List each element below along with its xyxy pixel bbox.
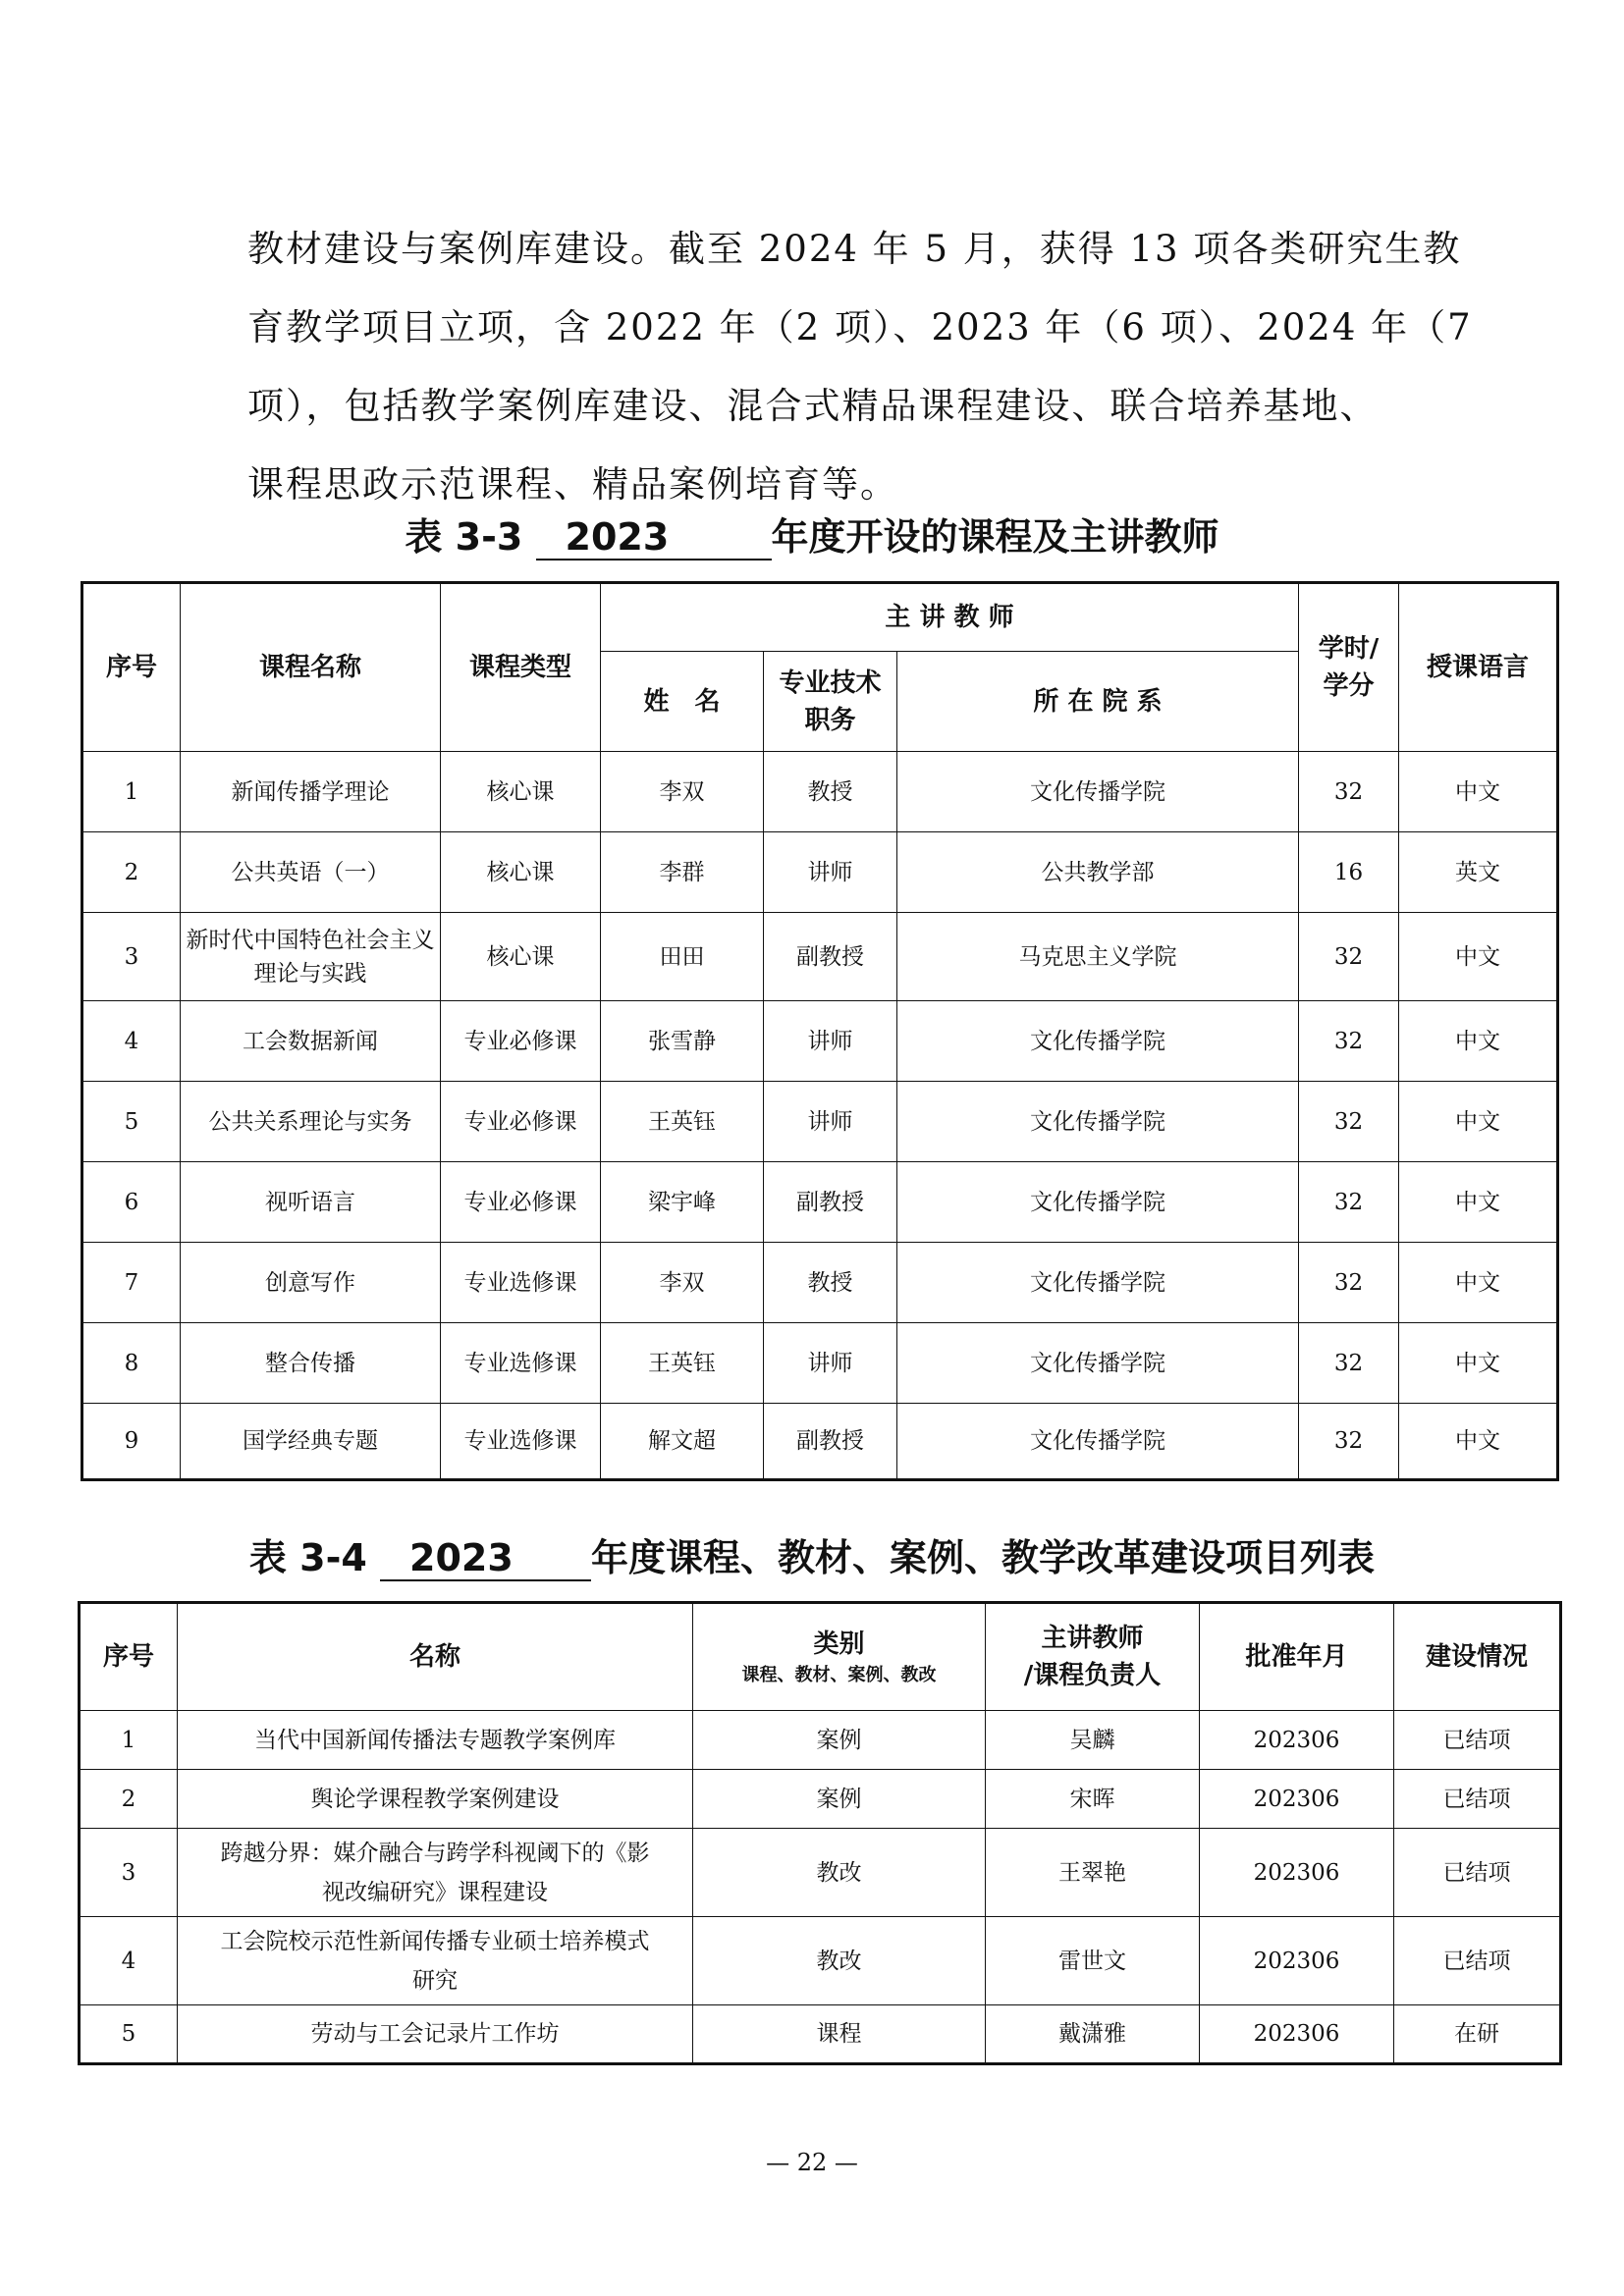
table1-caption-suffix: 年度开设的课程及主讲教师 — [771, 515, 1219, 559]
projects-table — [78, 1601, 1562, 2065]
table-row — [82, 913, 1558, 1001]
title-line2: 职务 — [804, 705, 856, 735]
table-row — [82, 832, 1558, 913]
col-header-language: 授课语言 — [1399, 583, 1558, 752]
table-cell: 副教授 — [764, 1404, 897, 1480]
table-cell: 王英钰 — [601, 1082, 764, 1162]
table-cell: 202306 — [1200, 1829, 1394, 1917]
table-cell: 32 — [1299, 1404, 1399, 1480]
table-cell: 2 — [82, 832, 181, 913]
col-header-hours — [1299, 583, 1399, 752]
col-header-teacher — [986, 1603, 1200, 1711]
table-cell: 张雪静 — [601, 1001, 764, 1082]
table-cell: 课程 — [693, 2005, 986, 2064]
table-cell: 3 — [82, 913, 181, 1001]
table-cell: 中文 — [1399, 1404, 1558, 1480]
table-cell: 教改 — [693, 1917, 986, 2005]
table-row — [82, 1404, 1558, 1480]
table-cell: 文化传播学院 — [897, 1404, 1299, 1480]
table-cell: 专业必修课 — [441, 1082, 601, 1162]
title-line1: 专业技术 — [779, 667, 882, 698]
table-cell: 在研 — [1394, 2005, 1561, 2064]
table-row — [80, 1711, 1561, 1770]
table-cell: 202306 — [1200, 1770, 1394, 1829]
table-cell: 核心课 — [441, 832, 601, 913]
table-cell: 工会院校示范性新闻传播专业硕士培养模式研究 — [178, 1917, 693, 2005]
table-cell: 案例 — [693, 1770, 986, 1829]
table-cell: 32 — [1299, 752, 1399, 832]
table-cell: 已结项 — [1394, 1917, 1561, 2005]
table-cell: 教改 — [693, 1829, 986, 1917]
table-cell: 16 — [1299, 832, 1399, 913]
table1-caption — [0, 507, 1624, 561]
paragraph-line: 育教学项目立项，含 2022 年（2 项）、2023 年（6 项）、2024 年（7 — [247, 306, 1473, 348]
hours-line1: 学时/ — [1318, 634, 1380, 664]
table2-caption-prefix: 表 3-4 — [248, 1536, 367, 1579]
table-cell: 32 — [1299, 1243, 1399, 1323]
col-header-title — [764, 652, 897, 752]
table-cell: 文化传播学院 — [897, 752, 1299, 832]
col-header-category — [693, 1603, 986, 1711]
teacher-line2: /课程负责人 — [1023, 1661, 1162, 1690]
table-cell: 宋晖 — [986, 1770, 1200, 1829]
col-header-seq: 序号 — [82, 583, 181, 752]
table-cell: 32 — [1299, 1082, 1399, 1162]
table-cell: 国学经典专题 — [181, 1404, 441, 1480]
table-cell: 讲师 — [764, 1001, 897, 1082]
table-cell: 专业选修课 — [441, 1404, 601, 1480]
table2-caption-year: 2023 — [380, 1538, 591, 1581]
table-row — [80, 1770, 1561, 1829]
table-cell: 创意写作 — [181, 1243, 441, 1323]
table-cell: 专业必修课 — [441, 1162, 601, 1243]
table-cell: 核心课 — [441, 913, 601, 1001]
table-row — [80, 2005, 1561, 2064]
table-cell: 英文 — [1399, 832, 1558, 913]
table-cell: 文化传播学院 — [897, 1082, 1299, 1162]
table-cell: 新时代中国特色社会主义理论与实践 — [181, 913, 441, 1001]
table-cell: 马克思主义学院 — [897, 913, 1299, 1001]
table-cell: 文化传播学院 — [897, 1001, 1299, 1082]
col-header-teacher-name: 姓 名 — [601, 652, 764, 752]
col-header-seq: 序号 — [80, 1603, 178, 1711]
table-cell: 当代中国新闻传播法专题教学案例库 — [178, 1711, 693, 1770]
table-cell: 4 — [80, 1917, 178, 2005]
table-cell: 讲师 — [764, 832, 897, 913]
table-cell: 1 — [82, 752, 181, 832]
category-sub: 课程、教材、案例、教改 — [741, 1665, 937, 1685]
table-cell: 工会数据新闻 — [181, 1001, 441, 1082]
table-cell: 公共关系理论与实务 — [181, 1082, 441, 1162]
table-cell: 副教授 — [764, 1162, 897, 1243]
table-cell: 中文 — [1399, 1162, 1558, 1243]
hours-line2: 学分 — [1323, 671, 1375, 701]
table-cell: 案例 — [693, 1711, 986, 1770]
table-cell: 中文 — [1399, 1323, 1558, 1404]
table-cell: 202306 — [1200, 2005, 1394, 2064]
table-cell: 3 — [80, 1829, 178, 1917]
table-cell: 已结项 — [1394, 1770, 1561, 1829]
table-cell: 李双 — [601, 1243, 764, 1323]
table2-caption — [0, 1527, 1624, 1581]
col-header-approved: 批准年月 — [1200, 1603, 1394, 1711]
table-row — [82, 1243, 1558, 1323]
table-cell: 32 — [1299, 913, 1399, 1001]
table-cell: 文化传播学院 — [897, 1162, 1299, 1243]
table-cell: 教授 — [764, 752, 897, 832]
table-row — [82, 1162, 1558, 1243]
table-cell: 4 — [82, 1001, 181, 1082]
col-header-status: 建设情况 — [1394, 1603, 1561, 1711]
table-cell: 6 — [82, 1162, 181, 1243]
table2-caption-suffix: 年度课程、教材、案例、教学改革建设项目列表 — [591, 1536, 1376, 1579]
table-cell: 解文超 — [601, 1404, 764, 1480]
table-cell: 专业选修课 — [441, 1243, 601, 1323]
table-cell: 王翠艳 — [986, 1829, 1200, 1917]
table-cell: 中文 — [1399, 1243, 1558, 1323]
table-cell: 教授 — [764, 1243, 897, 1323]
table-cell: 32 — [1299, 1001, 1399, 1082]
table-cell: 新闻传播学理论 — [181, 752, 441, 832]
table-row — [82, 1082, 1558, 1162]
courses-table — [81, 581, 1559, 1481]
table-cell: 核心课 — [441, 752, 601, 832]
col-header-department: 所 在 院 系 — [897, 652, 1299, 752]
category-label: 类别 — [813, 1629, 865, 1659]
table-cell: 王英钰 — [601, 1323, 764, 1404]
table-cell: 已结项 — [1394, 1829, 1561, 1917]
table-cell: 公共英语（一） — [181, 832, 441, 913]
table-cell: 戴潇雅 — [986, 2005, 1200, 2064]
table-cell: 吴麟 — [986, 1711, 1200, 1770]
table-cell: 劳动与工会记录片工作坊 — [178, 2005, 693, 2064]
table-cell: 舆论学课程教学案例建设 — [178, 1770, 693, 1829]
table-cell: 雷世文 — [986, 1917, 1200, 2005]
table-cell: 32 — [1299, 1162, 1399, 1243]
table-cell: 32 — [1299, 1323, 1399, 1404]
teacher-line1: 主讲教师 — [1041, 1624, 1144, 1653]
table-cell: 视听语言 — [181, 1162, 441, 1243]
table1-caption-year: 2023 — [536, 517, 772, 561]
table-cell: 李双 — [601, 752, 764, 832]
table-cell: 中文 — [1399, 1082, 1558, 1162]
table-cell: 文化传播学院 — [897, 1243, 1299, 1323]
table-cell: 李群 — [601, 832, 764, 913]
table-cell: 5 — [80, 2005, 178, 2064]
table-cell: 专业选修课 — [441, 1323, 601, 1404]
table-row — [82, 1323, 1558, 1404]
table-cell: 已结项 — [1394, 1711, 1561, 1770]
table-cell: 202306 — [1200, 1711, 1394, 1770]
table-row — [80, 1829, 1561, 1917]
table-cell: 7 — [82, 1243, 181, 1323]
table-cell: 中文 — [1399, 913, 1558, 1001]
table-cell: 9 — [82, 1404, 181, 1480]
page-number: — 22 — — [766, 2149, 858, 2176]
table-cell: 专业必修课 — [441, 1001, 601, 1082]
table-row — [82, 1001, 1558, 1082]
table-row — [82, 752, 1558, 832]
col-header-name: 名称 — [178, 1603, 693, 1711]
paragraph-line: 项），包括教学案例库建设、混合式精品课程建设、联合培养基地、 — [247, 385, 1379, 427]
table-cell: 讲师 — [764, 1323, 897, 1404]
table-cell: 梁宇峰 — [601, 1162, 764, 1243]
col-header-course-name: 课程名称 — [181, 583, 441, 752]
table-cell: 202306 — [1200, 1917, 1394, 2005]
table-cell: 公共教学部 — [897, 832, 1299, 913]
table-row — [80, 1917, 1561, 2005]
col-header-course-type: 课程类型 — [441, 583, 601, 752]
table-cell: 副教授 — [764, 913, 897, 1001]
table-cell: 2 — [80, 1770, 178, 1829]
table-cell: 田田 — [601, 913, 764, 1001]
table1-caption-prefix: 表 3-3 — [405, 515, 523, 559]
table-cell: 跨越分界：媒介融合与跨学科视阈下的《影视改编研究》课程建设 — [178, 1829, 693, 1917]
table-cell: 中文 — [1399, 1001, 1558, 1082]
paragraph-line: 教材建设与案例库建设。截至 2024 年 5 月，获得 13 项各类研究生教 — [247, 228, 1462, 270]
intro-paragraph — [247, 210, 1473, 524]
table-cell: 8 — [82, 1323, 181, 1404]
col-header-teacher-group: 主 讲 教 师 — [601, 583, 1299, 652]
table-cell: 5 — [82, 1082, 181, 1162]
table-cell: 整合传播 — [181, 1323, 441, 1404]
table-cell: 1 — [80, 1711, 178, 1770]
table-cell: 讲师 — [764, 1082, 897, 1162]
paragraph-line: 课程思政示范课程、精品案例培育等。 — [247, 463, 898, 506]
table-cell: 中文 — [1399, 752, 1558, 832]
table-cell: 文化传播学院 — [897, 1323, 1299, 1404]
